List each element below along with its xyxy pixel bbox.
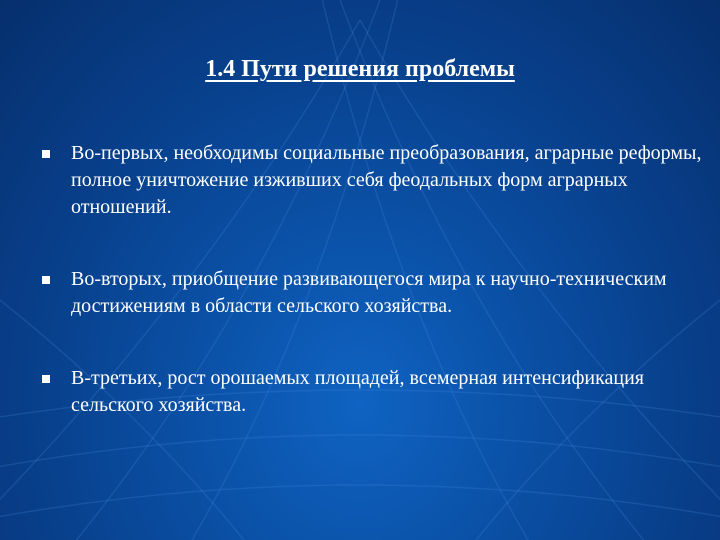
square-bullet-icon	[42, 375, 50, 383]
bullet-list	[42, 140, 702, 419]
slide-title: 1.4 Пути решения проблемы	[205, 56, 515, 82]
bullet-item	[42, 140, 702, 221]
bullet-item	[42, 365, 702, 419]
square-bullet-icon	[42, 276, 50, 284]
square-bullet-icon	[42, 150, 50, 158]
bullet-item	[42, 266, 702, 320]
bullet-text: Во-первых, необходимы социальные преобразования, аграрные реформы, полное уничтожение изживших себя феодальных форм аграрных отношений.	[71, 142, 702, 218]
bullet-text: В-третьих, рост орошаемых площадей, всемерная интенсификация сельского хозяйства.	[71, 367, 645, 416]
bullet-text: Во-вторых, приобщение развивающегося мира к научно-техническим достижениям в области сельского хозяйства.	[71, 268, 667, 317]
